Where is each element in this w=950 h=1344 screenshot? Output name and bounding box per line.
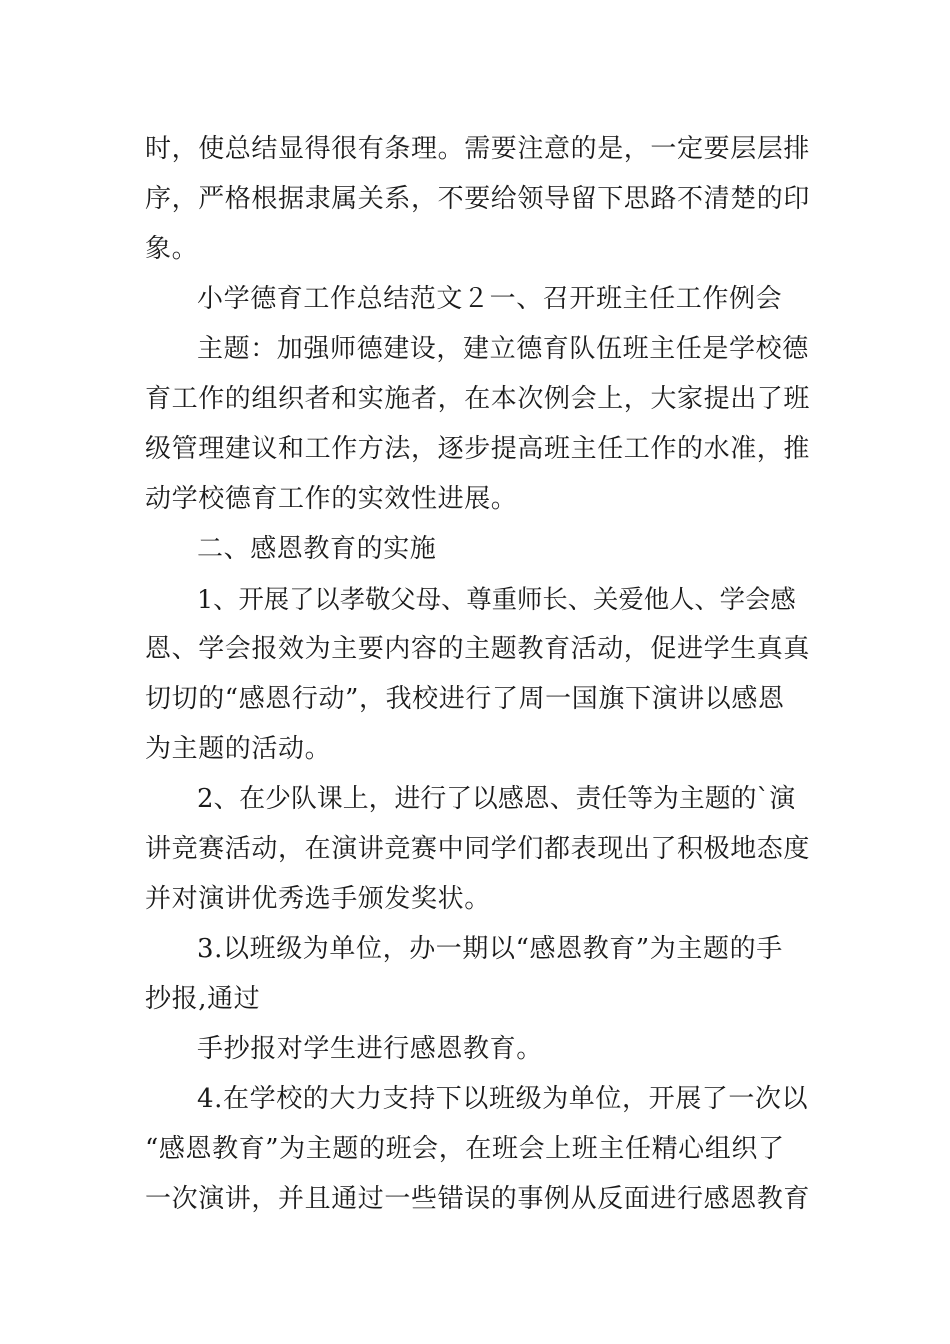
text-line-2: 序，严格根据隶属关系，不要给领导留下思路不清楚的印 (145, 184, 811, 214)
text-line-11: 恩、学会报效为主要内容的主题教育活动，促进学生真真 (145, 634, 811, 664)
text-line-3: 象。 (145, 234, 199, 264)
text-line-6: 育工作的组织者和实施者，在本次例会上，大家提出了班 (145, 384, 811, 414)
text-line-21: “感恩教育”为主题的班会，在班会上班主任精心组织了 (145, 1134, 785, 1164)
text-line-14: 2、在少队课上，进行了以感恩、责任等为主题的`演 (197, 784, 796, 814)
text-line-5: 主题：加强师德建设，建立德育队伍班主任是学校德 (197, 334, 809, 364)
text-line-13: 为主题的活动。 (145, 734, 332, 764)
text-line-18: 抄报,通过 (145, 984, 261, 1014)
subsection-heading: 二、感恩教育的实施 (197, 534, 437, 564)
text-line-7: 级管理建议和工作方法，逐步提高班主任工作的水准，推 (145, 434, 811, 464)
text-line-22: 一次演讲，并且通过一些错误的事例从反面进行感恩教育 (145, 1184, 811, 1214)
text-line-10: 1、开展了以孝敬父母、尊重师长、关爱他人、学会感 (197, 584, 796, 614)
text-line-15: 讲竞赛活动，在演讲竞赛中同学们都表现出了积极地态度 (145, 834, 811, 864)
text-line-8: 动学校德育工作的实效性进展。 (145, 484, 518, 514)
text-line-17: 3.以班级为单位，办一期以“感恩教育”为主题的手 (197, 934, 783, 964)
text-line-16: 并对演讲优秀选手颁发奖状。 (145, 884, 491, 914)
text-line-1: 时，使总结显得很有条理。需要注意的是，一定要层层排 (145, 134, 811, 164)
section-heading: 小学德育工作总结范文２一、召开班主任工作例会 (197, 284, 783, 314)
text-line-12: 切切的“感恩行动”，我校进行了周一国旗下演讲以感恩 (145, 684, 785, 714)
text-line-20: 4.在学校的大力支持下以班级为单位，开展了一次以 (197, 1084, 809, 1114)
text-line-19: 手抄报对学生进行感恩教育。 (197, 1034, 543, 1064)
